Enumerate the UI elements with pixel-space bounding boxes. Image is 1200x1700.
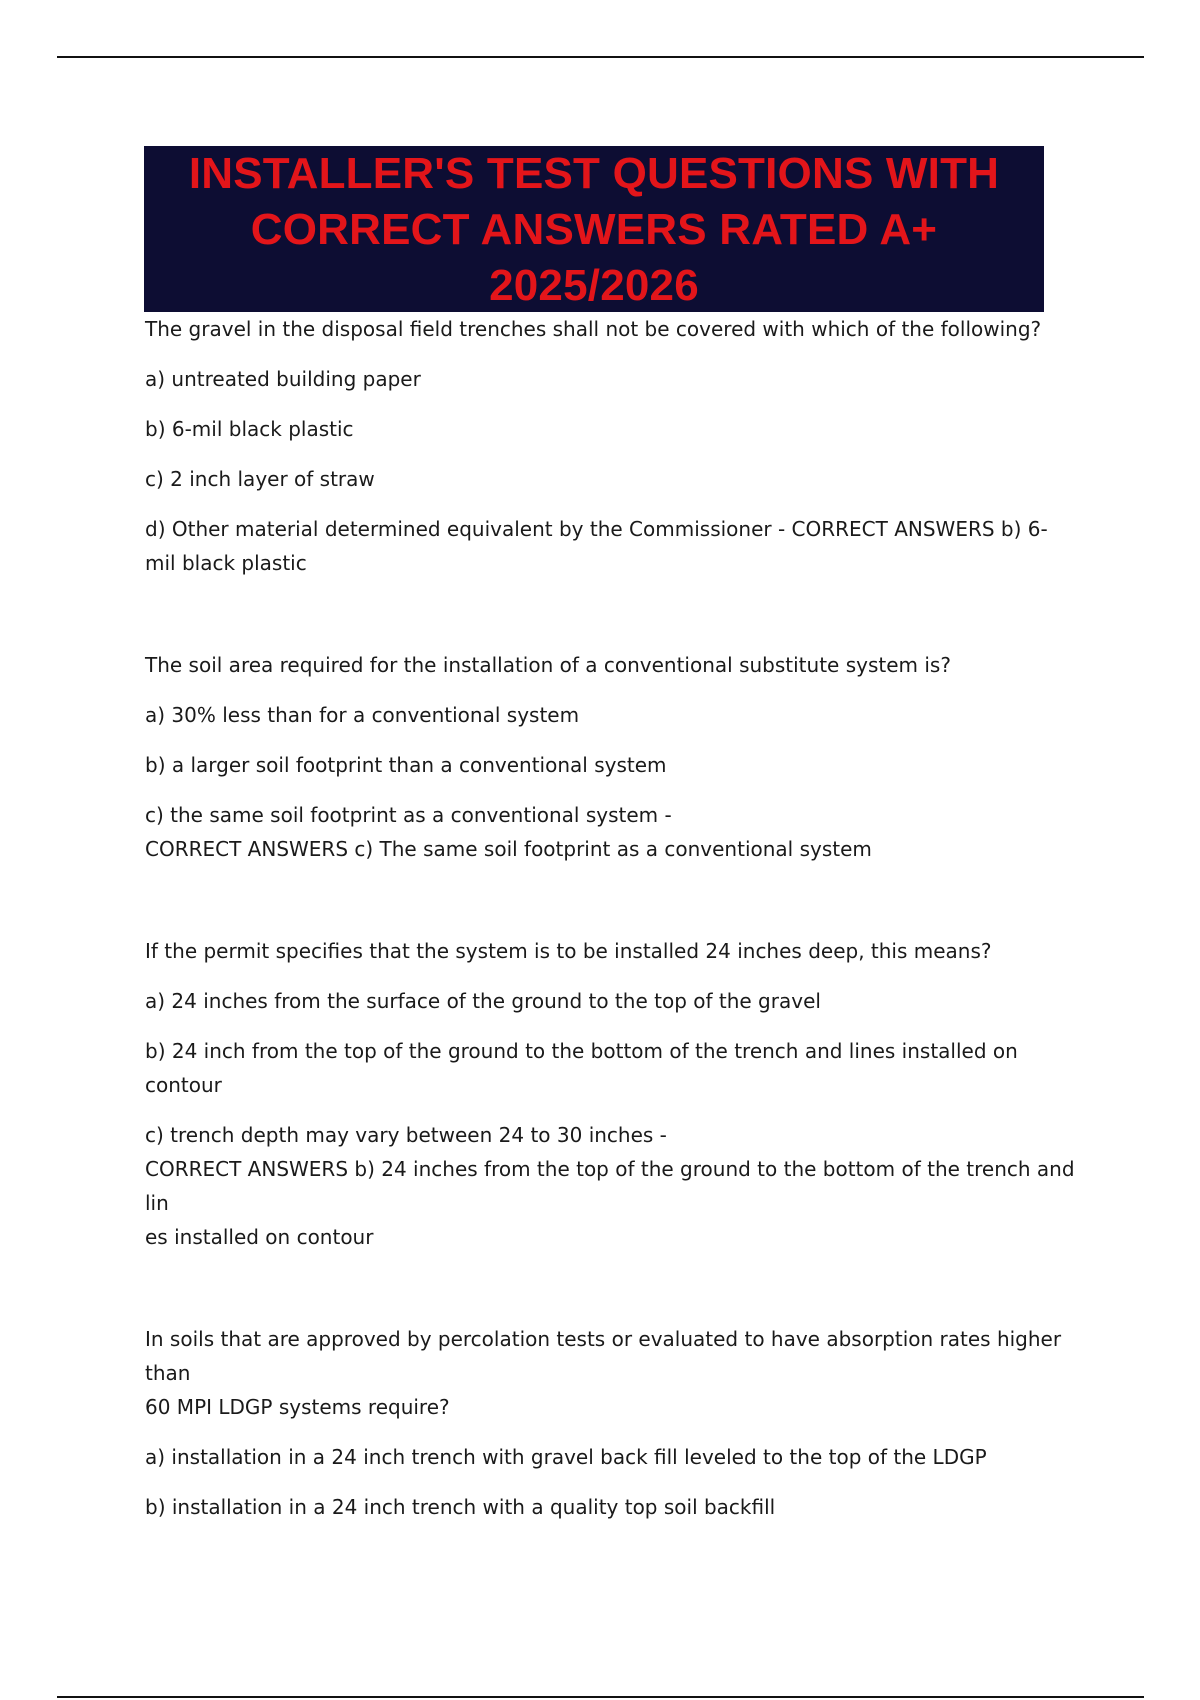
option-c-with-answer: c) trench depth may vary between 24 to 30 inches -: [145, 1123, 667, 1147]
question-spacer: [145, 1254, 1080, 1322]
question-spacer: [145, 866, 1080, 934]
option-b: b) 6-mil black plastic: [145, 417, 354, 441]
option-c-with-answer: c) the same soil footprint as a conventional system -: [145, 803, 672, 827]
question-block-3: [145, 934, 1080, 1254]
title-line-3: 2025/2026: [489, 261, 699, 310]
option-a: a) installation in a 24 inch trench with gravel back fill leveled to the top of the LDGP: [145, 1445, 987, 1469]
answer-continuation: es installed on contour: [145, 1225, 374, 1249]
question-block-4: [145, 1322, 1080, 1524]
question-text: If the permit specifies that the system is to be installed 24 inches deep, this means?: [145, 939, 992, 963]
question-spacer: [145, 580, 1080, 648]
bottom-rule: [57, 1696, 1144, 1698]
correct-answer-line: CORRECT ANSWERS c) The same soil footprint as a conventional system: [145, 837, 872, 861]
question-block-1: [145, 312, 1080, 580]
answer-continuation: mil black plastic: [145, 551, 307, 575]
option-a: a) untreated building paper: [145, 367, 421, 391]
title-line-2: CORRECT ANSWERS RATED A+: [250, 205, 938, 254]
option-a: a) 24 inches from the surface of the ground to the top of the gravel: [145, 989, 821, 1013]
question-text-line-1: In soils that are approved by percolation tests or evaluated to have absorption rates higher than: [145, 1327, 1062, 1385]
title-banner: [144, 146, 1044, 312]
option-b: b) 24 inch from the top of the ground to the bottom of the trench and lines installed on contour: [145, 1039, 1018, 1097]
option-a: a) 30% less than for a conventional system: [145, 703, 580, 727]
question-text: The gravel in the disposal field trenches shall not be covered with which of the following?: [145, 317, 1042, 341]
correct-answer-line: CORRECT ANSWERS b) 24 inches from the top of the ground to the bottom of the trench and lin: [145, 1157, 1075, 1215]
title-line-1: INSTALLER'S TEST QUESTIONS WITH: [188, 149, 1000, 198]
question-block-2: [145, 648, 1080, 866]
option-b: b) a larger soil footprint than a conventional system: [145, 753, 667, 777]
option-b: b) installation in a 24 inch trench with a quality top soil backfill: [145, 1495, 776, 1519]
top-rule: [57, 56, 1144, 58]
document-body: [145, 312, 1080, 1540]
option-d-with-answer: d) Other material determined equivalent by the Commissioner - CORRECT ANSWERS b) 6-: [145, 517, 1048, 541]
option-c: c) 2 inch layer of straw: [145, 467, 375, 491]
question-text: The soil area required for the installation of a conventional substitute system is?: [145, 653, 951, 677]
question-text-line-2: 60 MPI LDGP systems require?: [145, 1395, 450, 1419]
